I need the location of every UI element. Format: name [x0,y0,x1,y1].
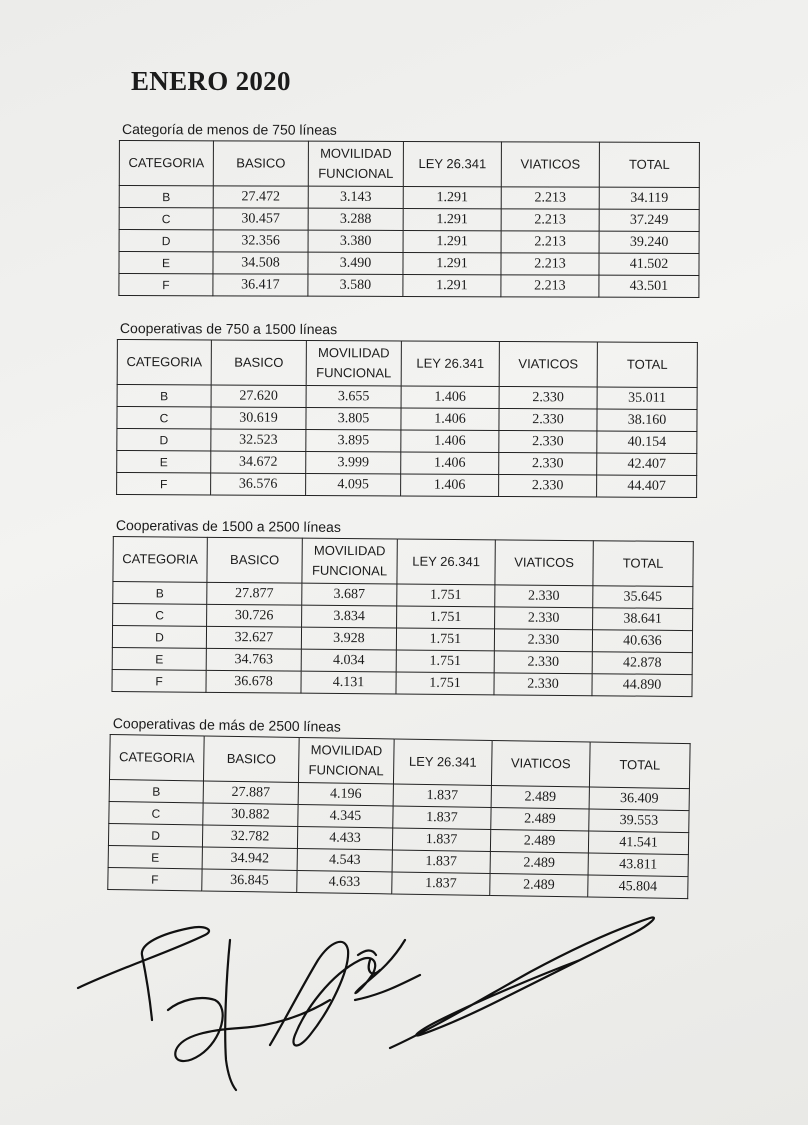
value-cell: 44.890 [592,674,692,697]
value-cell: 2.330 [494,629,592,652]
value-cell: 39.553 [589,809,689,833]
table-row [117,385,697,410]
rate-section [111,517,694,697]
value-cell: 30.882 [203,803,298,826]
header-row [119,141,699,188]
value-cell: 1.751 [397,606,495,629]
value-cell: 34.763 [206,648,301,671]
value-cell: 3.143 [308,186,403,208]
category-cell: B [117,385,211,407]
value-cell: 36.417 [213,274,308,296]
section-title: Cooperativas de 750 a 1500 líneas [119,320,338,338]
column-header: MOVILIDAD FUNCIONAL [308,141,403,186]
table-row [119,274,699,298]
value-cell: 30.457 [213,208,308,230]
value-cell: 2.330 [499,387,597,410]
value-cell: 1.406 [401,430,499,453]
value-cell: 2.330 [499,409,597,432]
value-cell: 1.406 [401,386,499,409]
value-cell: 36.678 [206,670,301,693]
category-cell: D [108,823,202,846]
category-cell: B [113,582,207,605]
section-title: Categoría de menos de 750 líneas [121,121,337,138]
category-cell: F [108,867,202,890]
value-cell: 4.095 [306,473,401,495]
value-cell: 3.380 [308,230,403,252]
value-cell: 1.406 [401,408,499,431]
value-cell: 2.330 [499,431,597,454]
category-cell: E [117,451,211,473]
category-cell: D [117,429,211,451]
value-cell: 39.240 [599,231,699,253]
value-cell: 27.620 [211,385,306,407]
value-cell: 2.489 [490,851,588,875]
column-header: TOTAL [597,342,697,388]
table-row [119,208,699,232]
value-cell: 3.580 [308,274,403,296]
value-cell: 40.636 [592,630,692,653]
value-cell: 1.837 [393,784,491,808]
column-header: BASICO [207,537,302,583]
category-cell: F [117,473,211,495]
value-cell: 32.782 [202,825,297,848]
signature-3 [390,917,654,1048]
column-header: TOTAL [589,742,690,789]
category-cell: B [109,779,203,802]
column-header: CATEGORIA [119,141,213,186]
value-cell: 3.895 [306,429,401,451]
value-cell: 32.627 [206,626,301,649]
value-cell: 1.751 [396,628,494,651]
column-header: TOTAL [599,142,699,187]
column-header: CATEGORIA [109,735,204,781]
value-cell: 1.291 [403,230,501,252]
table-row [112,669,692,696]
value-cell: 45.804 [588,875,688,899]
column-header: CATEGORIA [113,537,207,583]
value-cell: 44.407 [597,475,697,498]
value-cell: 32.523 [211,429,306,451]
value-cell: 2.489 [491,786,589,810]
value-cell: 4.196 [298,782,393,805]
section-title: Cooperativas de más de 2500 líneas [112,715,342,735]
header-row [117,340,697,388]
category-cell: F [112,669,206,692]
value-cell: 4.034 [301,649,396,672]
value-cell: 1.751 [396,672,494,695]
value-cell: 2.213 [501,253,599,275]
category-cell: D [119,230,213,252]
value-cell: 4.345 [298,804,393,827]
header-row [113,537,693,587]
category-cell: E [119,252,213,274]
value-cell: 1.291 [403,252,501,274]
value-cell: 34.508 [213,252,308,274]
value-cell: 1.837 [392,850,490,874]
value-cell: 1.751 [397,584,495,607]
value-cell: 4.543 [297,848,392,871]
signature-1 [78,927,330,1090]
value-cell: 35.645 [593,586,693,609]
value-cell: 1.837 [392,872,490,896]
table-row [119,186,699,210]
value-cell: 27.472 [213,186,308,208]
rate-section [107,715,691,899]
value-cell: 2.330 [495,585,593,608]
value-cell: 1.837 [392,828,490,852]
value-cell: 27.877 [207,582,302,605]
value-cell: 2.330 [499,475,597,498]
rates-table [116,339,698,498]
value-cell: 2.330 [494,673,592,696]
value-cell: 40.154 [597,431,697,454]
value-cell: 3.928 [301,627,396,650]
value-cell: 34.942 [202,847,297,870]
rates-table [111,536,693,697]
value-cell: 2.213 [501,187,599,209]
value-cell: 43.501 [599,275,699,297]
value-cell: 1.837 [393,806,491,830]
category-cell: E [112,647,206,670]
value-cell: 2.330 [495,607,593,630]
value-cell: 41.502 [599,253,699,275]
column-header: MOVILIDAD FUNCIONAL [306,340,401,385]
category-cell: B [119,186,213,208]
rates-table [118,140,700,298]
column-header: MOVILIDAD FUNCIONAL [302,538,397,584]
value-cell: 42.407 [597,453,697,476]
category-cell: D [112,626,206,649]
value-cell: 2.489 [490,873,588,897]
rate-section [118,121,700,298]
column-header: LEY 26.341 [403,141,501,186]
value-cell: 38.641 [593,608,693,631]
value-cell: 2.330 [499,453,597,476]
table-row [117,473,697,498]
category-cell: C [109,801,203,824]
value-cell: 30.619 [211,407,306,429]
value-cell: 1.291 [403,274,501,296]
value-cell: 34.119 [599,187,699,209]
value-cell: 1.751 [396,650,494,673]
column-header: LEY 26.341 [401,341,499,387]
value-cell: 1.291 [403,186,501,208]
table-row [117,407,697,432]
value-cell: 3.490 [308,252,403,274]
page-title: ENERO 2020 [131,66,291,96]
value-cell: 2.330 [494,651,592,674]
value-cell: 36.845 [202,869,297,892]
column-header: LEY 26.341 [393,739,492,786]
value-cell: 37.249 [599,209,699,231]
value-cell: 1.406 [401,474,499,497]
value-cell: 2.489 [491,807,589,831]
value-cell: 2.213 [501,231,599,253]
table-row [117,429,697,454]
category-cell: C [117,407,211,429]
column-header: VIATICOS [495,540,593,586]
value-cell: 3.687 [302,583,397,606]
category-cell: F [119,274,213,296]
column-header: VIATICOS [499,342,597,388]
value-cell: 2.213 [501,275,599,297]
column-header: BASICO [203,736,299,782]
value-cell: 3.834 [302,605,397,628]
column-header: BASICO [213,141,308,186]
value-cell: 1.406 [401,452,499,475]
category-cell: C [119,208,213,230]
column-header: BASICO [211,340,306,385]
value-cell: 34.672 [211,451,306,473]
value-cell: 1.291 [403,208,501,230]
column-header: CATEGORIA [117,340,211,385]
column-header: MOVILIDAD FUNCIONAL [298,737,394,783]
table-row [119,230,699,254]
value-cell: 3.655 [306,385,401,407]
category-cell: E [108,845,202,868]
value-cell: 36.576 [211,473,306,495]
value-cell: 43.811 [588,853,688,877]
signature-2 [270,940,420,1046]
value-cell: 2.489 [490,829,588,853]
rate-section [116,320,698,498]
value-cell: 3.999 [306,451,401,473]
value-cell: 4.131 [301,671,396,694]
value-cell: 32.356 [213,230,308,252]
category-cell: C [113,604,207,627]
column-header: LEY 26.341 [397,539,495,585]
value-cell: 3.805 [306,407,401,429]
value-cell: 4.433 [297,826,392,849]
value-cell: 27.887 [203,781,298,804]
value-cell: 30.726 [207,604,302,627]
column-header: VIATICOS [501,142,599,187]
rates-table [107,734,690,899]
value-cell: 35.011 [597,387,697,410]
value-cell: 3.288 [308,208,403,230]
section-title: Cooperativas de 1500 a 2500 líneas [115,517,341,535]
column-header: VIATICOS [491,741,590,788]
table-row [117,451,697,476]
value-cell: 4.633 [297,870,392,893]
table-row [119,252,699,276]
column-header: TOTAL [593,541,693,587]
value-cell: 42.878 [592,652,692,675]
value-cell: 38.160 [597,409,697,432]
value-cell: 41.541 [588,831,688,855]
value-cell: 2.213 [501,209,599,231]
value-cell: 36.409 [589,787,689,811]
